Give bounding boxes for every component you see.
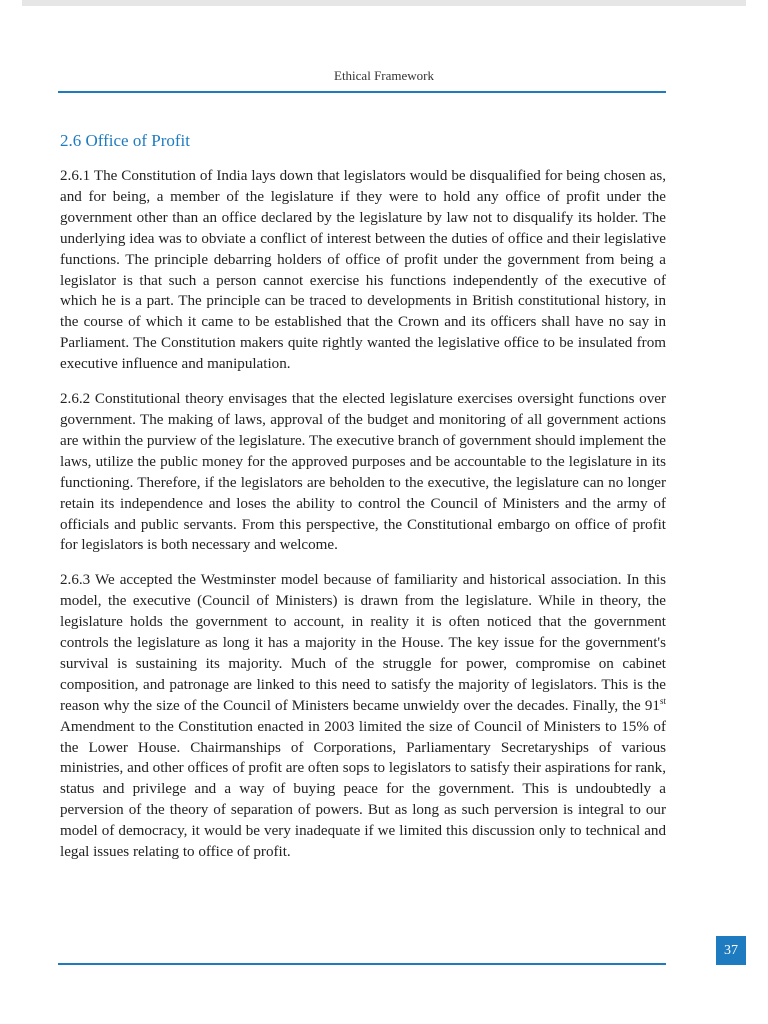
paragraph-2-6-3 bbox=[60, 570, 666, 863]
section-heading: 2.6 Office of Profit bbox=[60, 131, 190, 150]
body-text bbox=[60, 166, 666, 877]
paragraph-2-6-1: 2.6.1 The Constitution of India lays down that legislators would be disqualified for being chosen as, and for being, a member of the legislature if they were to hold any office of profit under the government other than an office declared by the legislature by law not to disqualify its holder. The underlying idea was to obviate a conflict of interest between the duties of office and their legislative functions. The principle debarring holders of office of profit under the government from being a legislator is that such a person cannot exercise his functions independently of the executive of which he is a part. The principle can be traced to developments in British constitutional history, in the course of which it came to be established that the Crown and its officers shall have no say in Parliament. The Constitution makers quite rightly wanted the legislative office to be insulated from executive influence and manipulation. bbox=[60, 168, 666, 373]
footer-divider bbox=[58, 963, 666, 965]
page-number-badge: 37 bbox=[716, 936, 746, 965]
ordinal-superscript: st bbox=[659, 695, 666, 706]
paragraph-2-6-2: 2.6.2 Constitutional theory envisages that the elected legislature exercises oversight functions over government. The making of laws, approval of the budget and monitoring of all government actions are within the purview of the legislature. The executive branch of government should implement the laws, utilize the public money for the approved purposes and be accountable to the legislature in its functioning. Therefore, if the legislators are beholden to the executive, the legislature can no longer retain its independence and loses the ability to control the Council of Ministers and the army of officials and public servants. From this perspective, the Constitutional embargo on office of profit for legislators is both necessary and welcome. bbox=[60, 391, 666, 554]
running-header-title: Ethical Framework bbox=[334, 68, 434, 83]
header-divider bbox=[58, 91, 666, 93]
paragraph-2-6-3-part-1: 2.6.3 We accepted the Westminster model because of familiarity and historical association. In this model, the executive (Council of Ministers) is drawn from the legislature. While in theory, the legislature holds the government to account, in reality it is often noticed that the government controls the legislature as long it has a majority in the House. The key issue for the government's survival is sustaining its majority. Much of the struggle for power, compromise on cabinet composition, and patronage are linked to this need to satisfy the majority of legislators. This is the reason why the size of the Council of Ministers became unwieldy over the decades. Finally, the 91 bbox=[60, 572, 666, 714]
paragraph-2-6-3-part-2: Amendment to the Constitution enacted in 2003 limited the size of Council of Ministers to 15% of the Lower House. Chairmanships of Corporations, Parliamentary Secretaryships of various ministries, and other offices of profit are often sops to legislators to satisfy their aspirations for rank, status and privilege and a way of buying peace for the government. This is undoubtedly a perversion of the theory of separation of powers. But as long as such perversion is integral to our model of democracy, it would be very inadequate if we limited this discussion only to technical and legal issues relating to office of profit. bbox=[60, 718, 666, 861]
top-edge-band bbox=[22, 0, 746, 6]
